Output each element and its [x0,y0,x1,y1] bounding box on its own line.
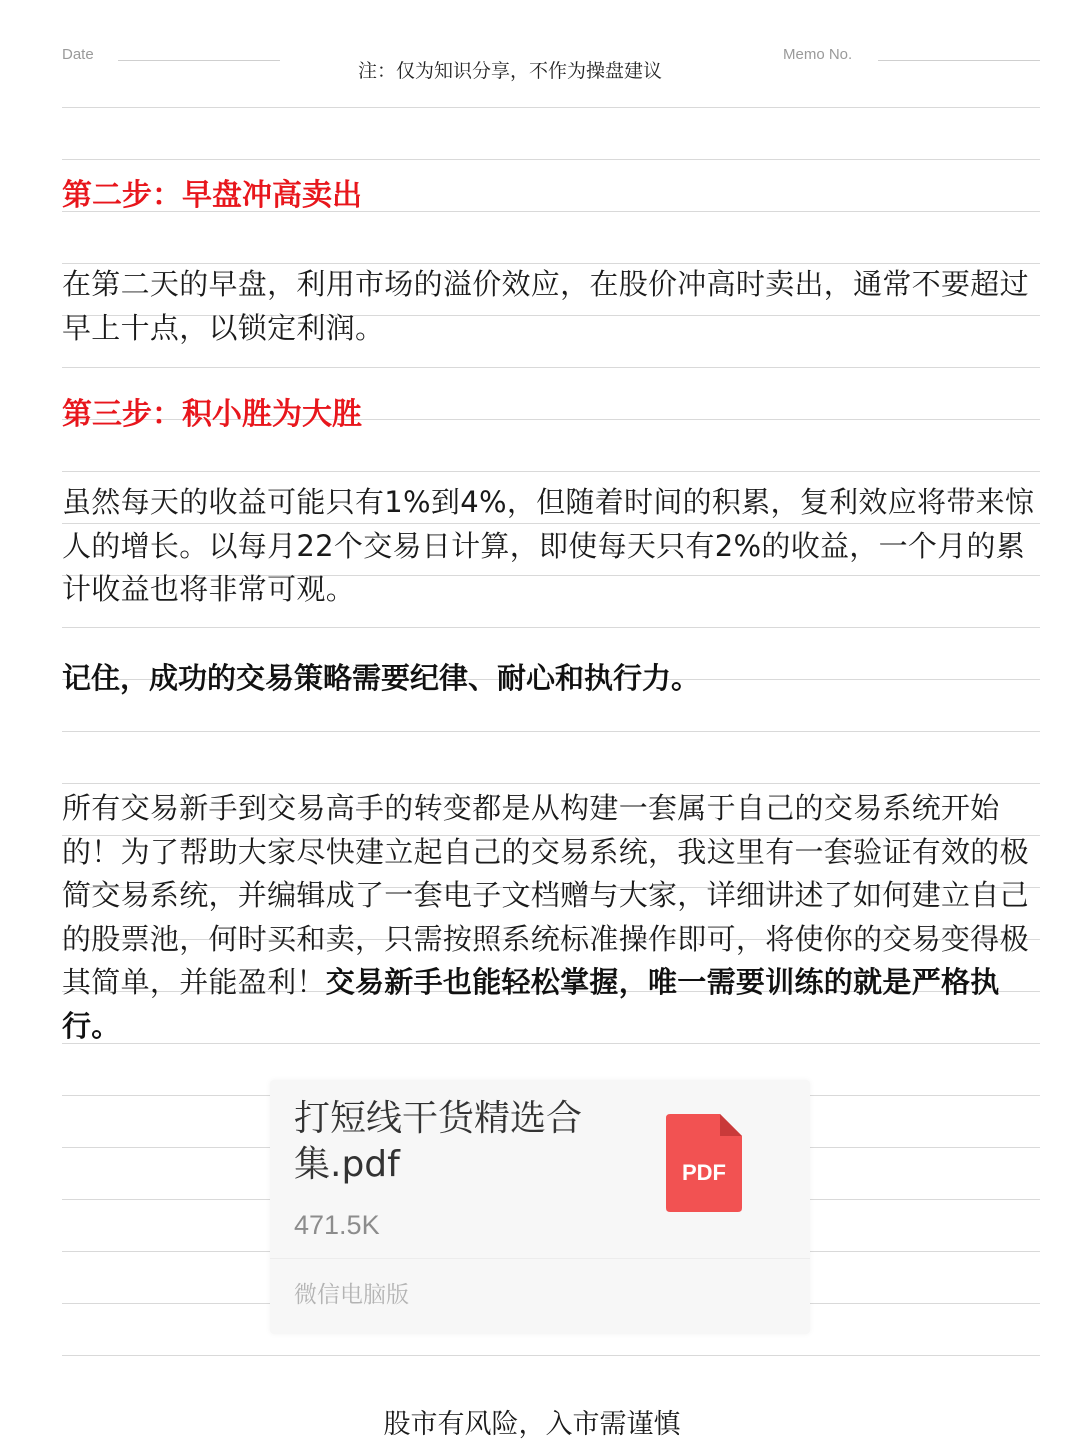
step3-paragraph: 虽然每天的收益可能只有1%到4%，但随着时间的积累，复利效应将带来惊人的增长。以每月22个交易日计算，即使每天只有2%的收益，一个月的累计收益也将非常可观。 [62,485,1035,607]
file-size: 471.5K [294,1210,380,1240]
disclaimer-note: 注：仅为知识分享，不作为操盘建议 [357,60,662,82]
memo-line [878,60,1040,61]
file-attachment-card[interactable] [270,1080,810,1334]
ruled-line [62,731,1040,732]
step2-paragraph: 在第二天的早盘，利用市场的溢价效应，在股价冲高时卖出，通常不要超过早上十点，以锁定利润。 [62,267,1029,345]
risk-disclaimer: 股市有风险，入市需谨慎 [383,1409,681,1440]
intro-bold-text: 交易新手也能轻松掌握，唯一需要训练的就是严格执行。 [62,965,1000,1043]
pdf-icon-label: PDF [682,1160,726,1185]
ruled-line [62,367,1040,368]
step3-heading: 第三步：积小胜为大胜 [62,397,362,432]
ruled-line [62,627,1040,628]
file-source: 微信电脑版 [294,1282,409,1308]
file-name: 打短线干货精选合集.pdf [294,1098,583,1185]
step2-heading: 第二步：早盘冲高卖出 [62,178,362,213]
memo-label: Memo No. [783,46,853,63]
ruled-line [62,783,1040,784]
ruled-line [62,471,1040,472]
ruled-line [62,1355,1040,1356]
ruled-line [62,107,1040,108]
file-card-divider [270,1258,810,1259]
remember-statement: 记住，成功的交易策略需要纪律、耐心和执行力。 [62,661,701,695]
intro-paragraph [62,787,1037,1049]
ruled-line [62,159,1040,160]
intro-text: 所有交易新手到交易高手的转变都是从构建一套属于自己的交易系统开始的！为了帮助大家尽快建立起自己的交易系统，我这里有一套验证有效的极简交易系统，并编辑成了一套电子文档赠与大家，详细讲述了如何建立自己的股票池，何时买和卖，只需按照系统标准操作即可，将使你的交易变得极其简单，并能盈利！ [62,791,1029,1000]
date-label: Date [62,46,94,63]
